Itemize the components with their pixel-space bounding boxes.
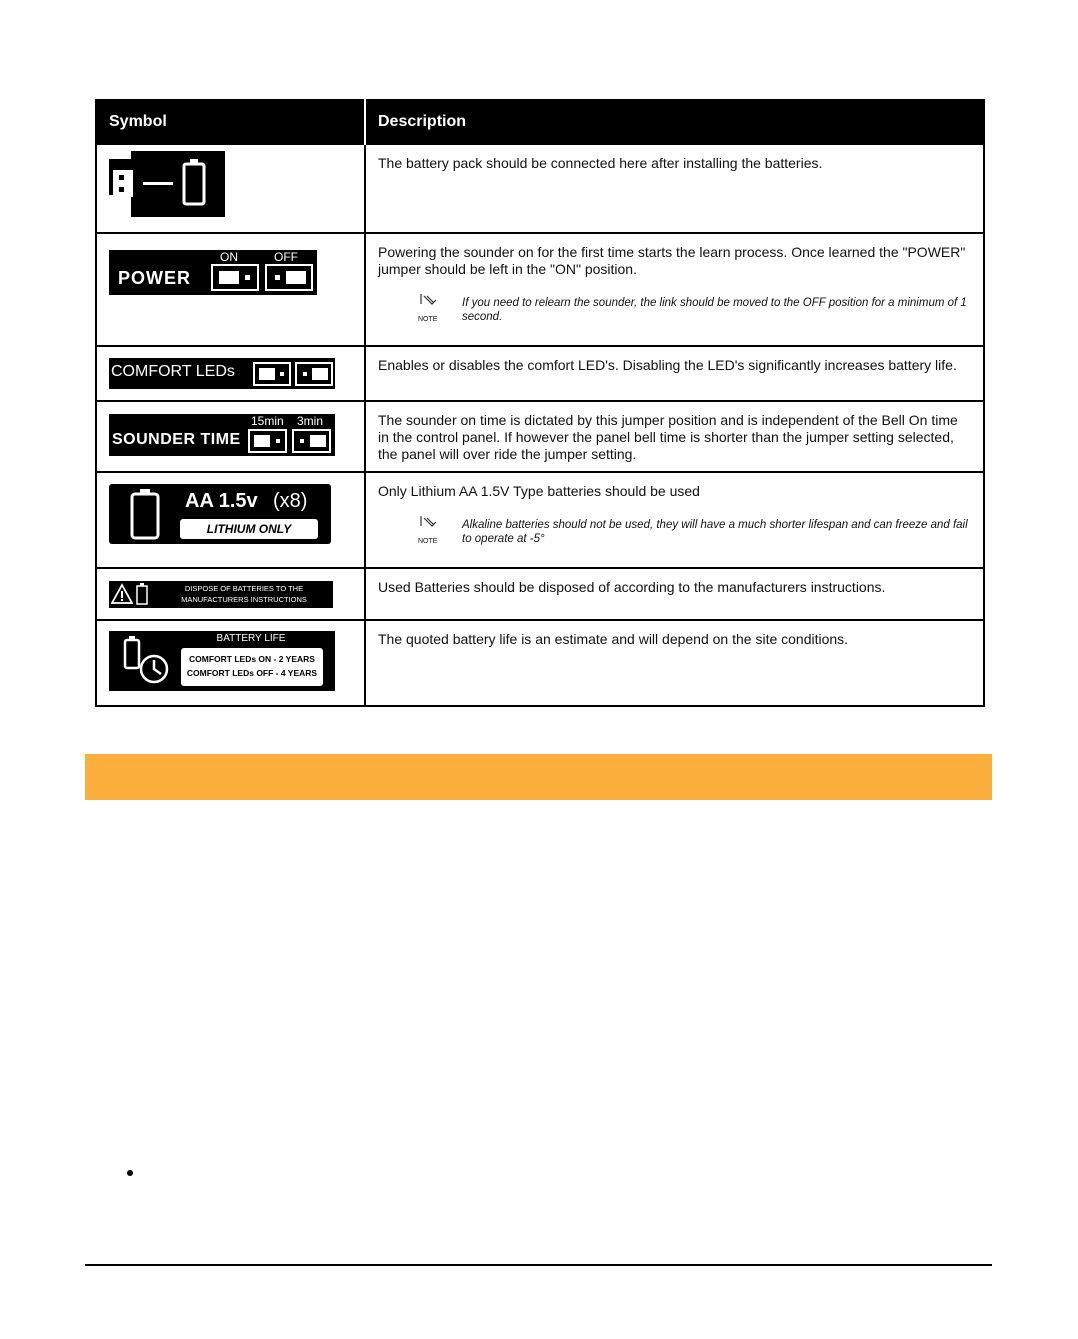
note-box (418, 514, 971, 550)
note-icon: NOTE (418, 514, 462, 550)
table-row (96, 401, 984, 472)
desc-battery-life: The quoted battery life is an estimate and will depend on the site conditions. (365, 620, 984, 706)
header-description: Description (365, 100, 984, 144)
desc-lithium-batteries: Only Lithium AA 1.5V Type batteries should be used (378, 483, 700, 499)
table-row (96, 620, 984, 706)
footer-divider (85, 1264, 992, 1266)
jumper-off-icon (265, 264, 313, 291)
desc-sounder-time: The sounder on time is dictated by this jumper position and is independent of the Bell On time in the control panel. If however the panel bell time is shorter than the jumper setting selected, the panel will over ride the jumper setting. (365, 401, 984, 472)
header-symbol: Symbol (96, 100, 365, 144)
battery-connector-icon (109, 151, 225, 217)
warning-triangle-icon (111, 583, 133, 605)
section-heading-bar (85, 754, 992, 800)
jumper-15min-icon (248, 429, 287, 453)
table-row (96, 472, 984, 568)
lithium-only-badge: LITHIUM ONLY (180, 519, 318, 539)
battery-small-icon (136, 583, 148, 605)
jumper-off-icon (295, 362, 333, 386)
comfort-leds-label: COMFORT LEDs (109, 358, 335, 389)
table-header-row (96, 100, 984, 144)
jumper-on-icon (211, 264, 259, 291)
jumper-3min-icon (292, 429, 331, 453)
table-row (96, 568, 984, 620)
list-bullet (127, 1170, 133, 1176)
note-relearn: If you need to relearn the sounder, the link should be moved to the OFF position for a minimum of 1 second. (462, 297, 967, 323)
battery-icon (130, 488, 160, 540)
note-box (418, 292, 971, 328)
note-icon: NOTE (418, 292, 462, 328)
desc-comfort-leds: Enables or disables the comfort LED's. Disabling the LED's significantly increases battery life. (365, 346, 984, 401)
dispose-batteries-label: DISPOSE OF BATTERIES TO THE MANUFACTURERS INSTRUCTIONS (109, 581, 333, 608)
power-jumper-label: ON OFF POWER (109, 250, 317, 295)
desc-battery-pack: The battery pack should be connected here after installing the batteries. (365, 144, 984, 233)
table-row (96, 144, 984, 233)
battery-life-label: BATTERY LIFE COMFORT LEDs ON - 2 YEARS COMFORT LEDs OFF - 4 YEARS (109, 631, 335, 691)
table-row (96, 346, 984, 401)
desc-power: Powering the sounder on for the first time starts the learn process. Once learned the "POWER" jumper should be left in the "ON" position. (378, 244, 966, 277)
jumper-on-icon (253, 362, 291, 386)
sounder-time-label: 15min 3min SOUNDER TIME (109, 414, 335, 456)
battery-life-box: COMFORT LEDs ON - 2 YEARS COMFORT LEDs OFF - 4 YEARS (181, 648, 323, 686)
battery-type-label: AA 1.5v (x8) LITHIUM ONLY (109, 484, 331, 544)
note-alkaline: Alkaline batteries should not be used, they will have a much shorter lifespan and can freeze and fail to operate at -5° (462, 519, 968, 545)
symbol-table (95, 99, 985, 707)
battery-clock-icon (123, 636, 173, 686)
desc-dispose: Used Batteries should be disposed of according to the manufacturers instructions. (365, 568, 984, 620)
table-row (96, 233, 984, 346)
